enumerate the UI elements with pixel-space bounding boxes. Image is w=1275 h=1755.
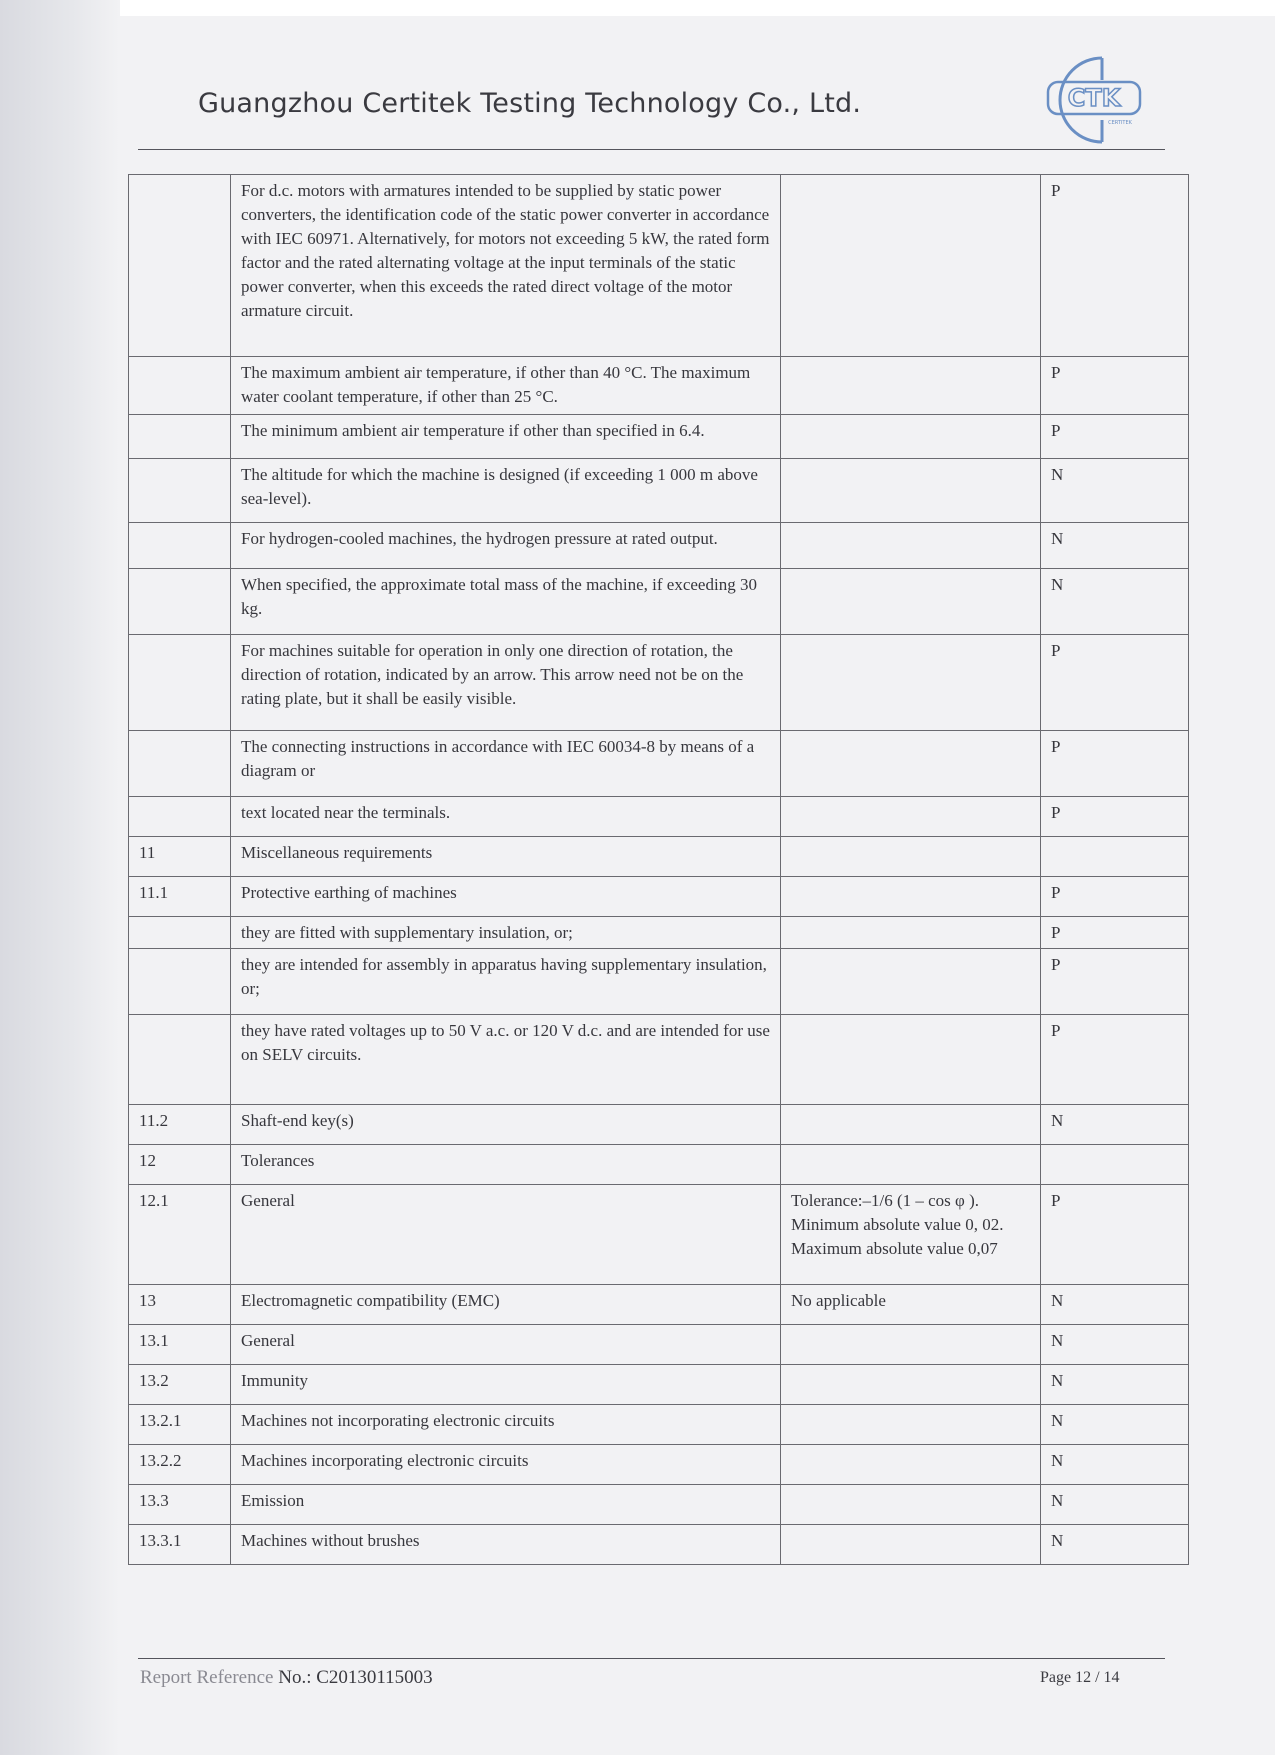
verdict-cell: P <box>1041 877 1189 917</box>
requirement-cell: The minimum ambient air temperature if other than specified in 6.4. <box>231 415 781 459</box>
result-cell <box>781 731 1041 797</box>
result-cell <box>781 415 1041 459</box>
table-row <box>129 1485 1189 1525</box>
verdict-cell: P <box>1041 731 1189 797</box>
result-cell <box>781 1365 1041 1405</box>
table-row <box>129 1325 1189 1365</box>
requirement-cell: Machines incorporating electronic circuits <box>231 1445 781 1485</box>
result-cell <box>781 523 1041 569</box>
result-cell <box>781 797 1041 837</box>
table-row <box>129 1405 1189 1445</box>
requirement-cell: For machines suitable for operation in only one direction of rotation, the direction of rotation, indicated by an arrow. This arrow need not be on the rating plate, but it shall be easily visible. <box>231 635 781 731</box>
clause-cell <box>129 523 231 569</box>
result-cell <box>781 1145 1041 1185</box>
svg-text:CTK: CTK <box>1067 84 1121 112</box>
result-cell <box>781 1485 1041 1525</box>
verdict-cell: N <box>1041 1285 1189 1325</box>
verdict-cell: P <box>1041 797 1189 837</box>
table-row <box>129 877 1189 917</box>
requirement-cell: The connecting instructions in accordance with IEC 60034-8 by means of a diagram or <box>231 731 781 797</box>
clause-cell <box>129 731 231 797</box>
scan-top-margin <box>0 0 1275 16</box>
requirement-cell: Machines not incorporating electronic circuits <box>231 1405 781 1445</box>
result-cell <box>781 1525 1041 1565</box>
verdict-cell: P <box>1041 635 1189 731</box>
clause-cell: 13.2 <box>129 1365 231 1405</box>
requirement-cell: The altitude for which the machine is designed (if exceeding 1 000 m above sea-level). <box>231 459 781 523</box>
result-cell: Tolerance:–1/6 (1 – cos φ ). Minimum absolute value 0, 02. Maximum absolute value 0,07 <box>781 1185 1041 1285</box>
requirement-cell: they are intended for assembly in apparatus having supplementary insulation, or; <box>231 949 781 1015</box>
clause-cell: 13.3.1 <box>129 1525 231 1565</box>
table-row <box>129 731 1189 797</box>
clause-cell <box>129 635 231 731</box>
result-cell <box>781 949 1041 1015</box>
table-row <box>129 635 1189 731</box>
clause-cell: 13.2.1 <box>129 1405 231 1445</box>
table-row <box>129 415 1189 459</box>
table-row <box>129 797 1189 837</box>
requirement-cell: The maximum ambient air temperature, if other than 40 °C. The maximum water coolant temperature, if other than 25 °C. <box>231 357 781 415</box>
table-row <box>129 1145 1189 1185</box>
verdict-cell: N <box>1041 1525 1189 1565</box>
result-cell: No applicable <box>781 1285 1041 1325</box>
result-cell <box>781 877 1041 917</box>
verdict-cell: P <box>1041 1185 1189 1285</box>
verdict-cell: N <box>1041 1105 1189 1145</box>
verdict-cell: P <box>1041 175 1189 357</box>
verdict-cell: N <box>1041 1485 1189 1525</box>
result-cell <box>781 1445 1041 1485</box>
result-cell <box>781 917 1041 949</box>
clause-cell: 13.2.2 <box>129 1445 231 1485</box>
company-name: Guangzhou Certitek Testing Technology Co., Ltd. <box>198 88 862 119</box>
result-cell <box>781 459 1041 523</box>
verdict-cell: P <box>1041 1015 1189 1105</box>
verdict-cell: P <box>1041 357 1189 415</box>
clause-cell <box>129 949 231 1015</box>
verdict-cell: P <box>1041 949 1189 1015</box>
result-cell <box>781 635 1041 731</box>
verdict-cell: N <box>1041 1445 1189 1485</box>
result-cell <box>781 1015 1041 1105</box>
clause-cell: 13.3 <box>129 1485 231 1525</box>
result-cell <box>781 569 1041 635</box>
page-number: Page 12 / 14 <box>1040 1669 1120 1686</box>
requirement-cell: Tolerances <box>231 1145 781 1185</box>
clause-cell <box>129 357 231 415</box>
table-row <box>129 569 1189 635</box>
table-row <box>129 1365 1189 1405</box>
verdict-cell: N <box>1041 523 1189 569</box>
clause-cell: 12 <box>129 1145 231 1185</box>
table-row <box>129 357 1189 415</box>
requirement-cell: Miscellaneous requirements <box>231 837 781 877</box>
table-row <box>129 1185 1189 1285</box>
requirement-cell: Protective earthing of machines <box>231 877 781 917</box>
verdict-cell <box>1041 1145 1189 1185</box>
report-table <box>128 174 1189 1565</box>
requirement-cell: When specified, the approximate total mass of the machine, if exceeding 30 kg. <box>231 569 781 635</box>
table-row <box>129 459 1189 523</box>
clause-cell <box>129 797 231 837</box>
report-reference-number: No.: C20130115003 <box>278 1667 433 1688</box>
clause-cell <box>129 459 231 523</box>
table-row <box>129 1015 1189 1105</box>
requirement-cell: Emission <box>231 1485 781 1525</box>
clause-cell: 13 <box>129 1285 231 1325</box>
report-table-body <box>129 175 1189 1565</box>
clause-cell <box>129 569 231 635</box>
clause-cell: 11 <box>129 837 231 877</box>
table-row <box>129 837 1189 877</box>
result-cell <box>781 837 1041 877</box>
svg-text:CERTITEK: CERTITEK <box>1108 120 1132 126</box>
clause-cell: 11.2 <box>129 1105 231 1145</box>
clause-cell: 11.1 <box>129 877 231 917</box>
requirement-cell: Electromagnetic compatibility (EMC) <box>231 1285 781 1325</box>
clause-cell <box>129 415 231 459</box>
verdict-cell: N <box>1041 1405 1189 1445</box>
requirement-cell: General <box>231 1185 781 1285</box>
table-row <box>129 1525 1189 1565</box>
table-row <box>129 949 1189 1015</box>
clause-cell: 12.1 <box>129 1185 231 1285</box>
report-reference <box>140 1667 433 1689</box>
table-row <box>129 1105 1189 1145</box>
report-reference-label: Report Reference <box>140 1667 274 1688</box>
table-row <box>129 917 1189 949</box>
clause-cell <box>129 917 231 949</box>
requirement-cell: they are fitted with supplementary insulation, or; <box>231 917 781 949</box>
table-row <box>129 1285 1189 1325</box>
verdict-cell: P <box>1041 917 1189 949</box>
verdict-cell <box>1041 837 1189 877</box>
scan-left-shadow <box>0 0 120 1755</box>
table-row <box>129 175 1189 357</box>
verdict-cell: N <box>1041 1365 1189 1405</box>
verdict-cell: P <box>1041 415 1189 459</box>
table-row <box>129 1445 1189 1485</box>
requirement-cell: General <box>231 1325 781 1365</box>
requirement-cell: For d.c. motors with armatures intended to be supplied by static power converters, the identification code of the static power converter in accordance with IEC 60971. Alternatively, for motors not exceeding 5 kW, the rated form factor and the rated alternating voltage at the input terminals of the static power converter, when this exceeds the rated direct voltage of the motor armature circuit. <box>231 175 781 357</box>
clause-cell <box>129 1015 231 1105</box>
table-row <box>129 523 1189 569</box>
verdict-cell: N <box>1041 1325 1189 1365</box>
verdict-cell: N <box>1041 569 1189 635</box>
result-cell <box>781 357 1041 415</box>
requirement-cell: Shaft-end key(s) <box>231 1105 781 1145</box>
ctk-logo <box>1040 50 1145 150</box>
result-cell <box>781 1325 1041 1365</box>
header-divider <box>138 149 1165 150</box>
requirement-cell: Immunity <box>231 1365 781 1405</box>
verdict-cell: N <box>1041 459 1189 523</box>
requirement-cell: text located near the terminals. <box>231 797 781 837</box>
clause-cell: 13.1 <box>129 1325 231 1365</box>
result-cell <box>781 175 1041 357</box>
requirement-cell: For hydrogen-cooled machines, the hydrogen pressure at rated output. <box>231 523 781 569</box>
result-cell <box>781 1105 1041 1145</box>
requirement-cell: Machines without brushes <box>231 1525 781 1565</box>
requirement-cell: they have rated voltages up to 50 V a.c. or 120 V d.c. and are intended for use on SELV circuits. <box>231 1015 781 1105</box>
footer-divider <box>138 1658 1165 1659</box>
result-cell <box>781 1405 1041 1445</box>
clause-cell <box>129 175 231 357</box>
